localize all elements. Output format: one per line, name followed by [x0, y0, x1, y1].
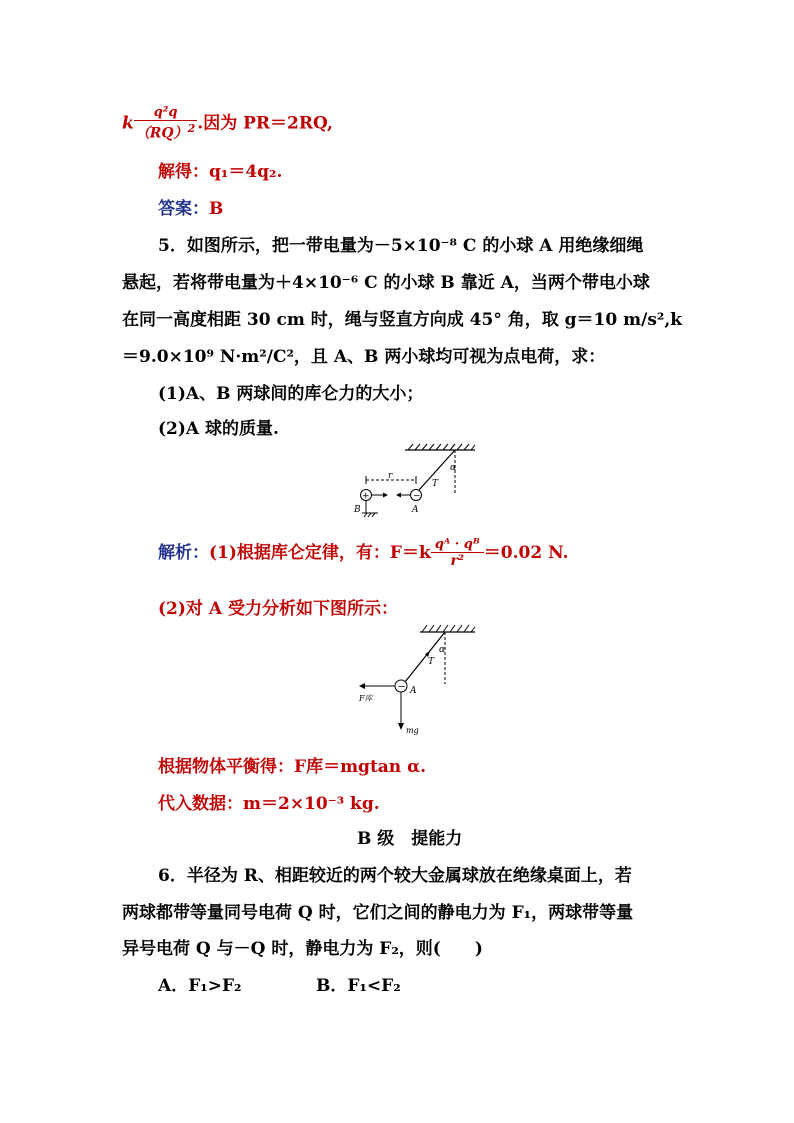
- q6-option-a: A．F₁>F₂: [158, 976, 242, 996]
- ceiling-hatch-2: [420, 625, 475, 632]
- analysis-label: 解析：: [158, 543, 209, 563]
- analysis-part1-prefix: (1)根据库仑定律，有：F＝k: [209, 543, 431, 563]
- distance-r-label: r: [388, 471, 393, 481]
- coulomb-numerator: qᴬ · qᴮ: [434, 537, 480, 552]
- q6-line-2: 两球都带等量同号电荷 Q 时，它们之间的静电力为 F₁，两球带等量: [122, 903, 634, 923]
- answer-value: B: [209, 199, 224, 219]
- coulomb-law-fraction: [431, 538, 484, 569]
- solve-label: 解得：: [158, 162, 209, 182]
- q6-line-1: 6．半径为 R、相距较近的两个较大金属球放在绝缘桌面上，若: [158, 866, 632, 886]
- ceiling-hatch-1: [405, 444, 475, 450]
- analysis-part1: [158, 538, 569, 569]
- k-symbol: k: [122, 113, 134, 134]
- string-2: [405, 632, 445, 682]
- label-b: B: [354, 505, 361, 515]
- label-a-2: A: [410, 686, 417, 696]
- answer-label: 答案：: [158, 199, 209, 219]
- analysis-part1-result: ＝0.02 N.: [483, 543, 569, 563]
- coulomb-force-label: F库: [359, 694, 373, 703]
- tension-label-2: T: [428, 657, 435, 667]
- coulomb-fraction: [134, 106, 198, 142]
- ball-b-plus: +: [362, 491, 370, 502]
- prev-formula-line: [122, 106, 333, 142]
- section-b-title: B 级 提能力: [357, 829, 463, 849]
- answer-line: [158, 194, 223, 219]
- q5-line-2: 悬起，若将带电量为＋4×10⁻⁶ C 的小球 B 靠近 A，当两个带电小球: [122, 273, 650, 293]
- solve-line: [158, 157, 282, 182]
- fraction-numerator: q²q: [153, 105, 178, 120]
- q6-line-3: 异号电荷 Q 与－Q 时，静电力为 F₂，则( ): [122, 939, 483, 959]
- q5-line-3: 在同一高度相距 30 cm 时，绳与竖直方向成 45° 角，取 g＝10 m/s²,k: [122, 310, 683, 330]
- q5-line-4: ＝9.0×10⁹ N·m²/C²，且 A、B 两小球均可视为点电荷，求：: [122, 347, 606, 367]
- ball-a-2-minus: −: [397, 681, 406, 693]
- coulomb-denominator: r²: [431, 552, 484, 569]
- figure-1-two-balls: [350, 442, 480, 522]
- q5-sub-1: (1)A、B 两球间的库仑力的大小；: [158, 384, 424, 404]
- q6-option-b: B．F₁<F₂: [316, 976, 401, 996]
- label-a-1: A: [412, 505, 419, 515]
- gravity-label: mg: [406, 726, 419, 735]
- solve-value: q₁＝4q₂.: [209, 162, 283, 182]
- analysis-part2: (2)对 A 受力分析如下图所示：: [158, 599, 398, 619]
- alpha-label-1: α: [450, 463, 457, 473]
- q5-sub-2: (2)A 球的质量.: [158, 419, 279, 439]
- fraction-denominator: （RQ）$^2$: [135, 122, 196, 142]
- data-line: 代入数据：m＝2×10⁻³ kg.: [158, 794, 380, 814]
- q5-line-1: 5．如图所示，把一带电量为－5×10⁻⁸ C 的小球 A 用绝缘细绳: [158, 236, 644, 256]
- alpha-label-2: α: [439, 645, 446, 655]
- ball-a-minus: −: [413, 491, 421, 502]
- balance-line: 根据物体平衡得：F库＝mgtan α.: [158, 757, 427, 777]
- tension-label-1: T: [432, 479, 439, 489]
- figure-2-force-diagram: [350, 622, 480, 742]
- prev-formula-tail: .因为 PR＝2RQ,: [197, 113, 333, 134]
